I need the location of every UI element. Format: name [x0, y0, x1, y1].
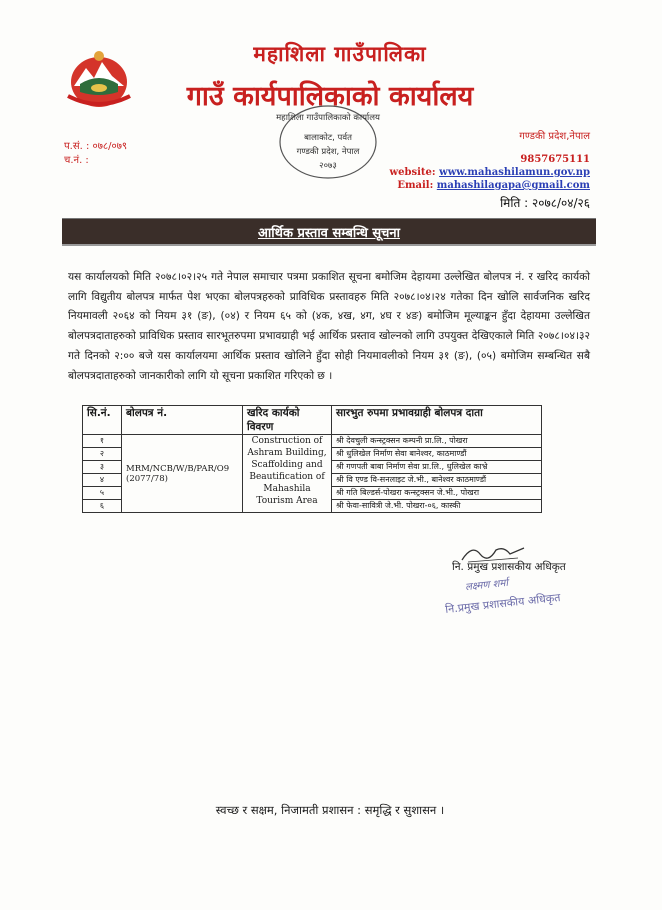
email-line: [397, 180, 590, 191]
stamp-line: बालाकोट, पर्वत: [304, 133, 352, 143]
officer-stamp-title: नि.प्रमुख प्रशासकीय अधिकृत: [444, 590, 562, 617]
header-serial: सि.नं.: [83, 406, 122, 435]
description-cell: Construction of Ashram Building, Scaffolding and Beautification of Mahashila Tourism Area: [243, 435, 332, 513]
table-header-row: [83, 406, 542, 435]
serial-cell: ४: [83, 474, 122, 487]
footer-motto: स्वच्छ र सक्षम, निजामती प्रशासन : समृद्धि र सुशासन ।: [215, 803, 445, 817]
website-line: [390, 167, 590, 178]
office-stamp: [276, 102, 380, 182]
officer-title: नि. प्रमुख प्रशासकीय अधिकृत: [452, 561, 566, 573]
website-label: website:: [389, 167, 436, 178]
bid-number-cell: MRM/NCB/W/B/PAR/O9 (2077/78): [122, 435, 243, 513]
stamp-line: गण्डकी प्रदेश, नेपाल: [296, 147, 360, 157]
website-link[interactable]: www.mahashilamun.gov.np: [439, 167, 590, 178]
bidder-cell: श्री धुलिखेल निर्माण सेवा बानेश्वर, काठमाण्डौं: [332, 448, 542, 461]
email-link[interactable]: mahashilagapa@gmail.com: [436, 180, 590, 191]
serial-cell: ३: [83, 461, 122, 474]
dispatch-number: च.नं. :: [64, 155, 89, 166]
bidder-cell: श्री फेवा-सावित्री जे.भी. पोखरा-०६, कास्की: [332, 500, 542, 513]
bidder-cell: श्री वि एण्ड वि-सनलाइट जे.भी., बानेश्वर काठमाण्डौं: [332, 474, 542, 487]
header-bid-no: बोलपत्र नं.: [122, 406, 243, 435]
table-row: [83, 435, 542, 448]
stamp-line: २०७३: [319, 161, 337, 171]
notice-date: मिति : २०७८/०४/२६: [500, 196, 590, 210]
notice-banner: [62, 218, 596, 246]
office-name: गाउँ कार्यपालिकाको कार्यालय: [186, 81, 474, 112]
province-label: गण्डकी प्रदेश,नेपाल: [519, 131, 590, 142]
municipality-name: महाशिला गाउँपालिका: [253, 42, 427, 66]
reference-number: प.सं. : ०७८/०७९: [64, 141, 128, 152]
email-label: Email:: [397, 180, 434, 191]
nepal-emblem-icon: [64, 48, 134, 110]
notice-title: आर्थिक प्रस्ताव सम्बन्धि सूचना: [257, 226, 400, 241]
serial-cell: २: [83, 448, 122, 461]
header-description: खरिद कार्यको विवरण: [243, 406, 332, 435]
stamp-line: महाशिला गाउँपालिकाको कार्यालय: [276, 113, 380, 123]
serial-cell: ५: [83, 487, 122, 500]
notice-body: यस कार्यालयको मिति २०७८।०२।२५ गते नेपाल समाचार पत्रमा प्रकाशित सूचना बमोजिम देहायमा उल्लेखित बोलपत्र नं. र खरिद कार्यको लागि विद्युतीय बोलपत्र मार्फत पेश भएका बोलपत्रहरुको प्राविधिक प्रस्तावहरु मिति २०७८।०४।२४ गतेका दिन खोलि सार्वजनिक खरिद नियमावली २०६४ को नियम ३१ (ङ), (०४) र नियम ६५ को (४क, ४ख, ४ग, ४घ र ४ङ) बमोजिम मूल्याङ्कन हुँदा देहायमा उल्लेखित बोलपत्रदाताहरुको प्राविधिक प्रस्ताव सारभूतरुपमा प्रभावग्राही भई आर्थिक प्रस्ताव खोल्नको लागि उपयुक्त देखिएकाले मिति २०७८।०४।३२ गते दिनको २:०० बजे यस कार्यालयमा आर्थिक प्रस्ताव खोलिने हुँदा सोही नियमावलीको नियम ३१ (ङ), (०५) बमोजिम सम्बन्धित सबै बोलपत्रदाताहरुको जानकारीको लागि यो सूचना प्रकाशित गरिएको छ ।: [68, 271, 590, 382]
header-bidder: सारभुत रुपमा प्रभावग्राही बोलपत्र दाता: [332, 406, 542, 435]
serial-cell: ६: [83, 500, 122, 513]
serial-cell: १: [83, 435, 122, 448]
bidder-cell: श्री गणपती बाबा निर्माण सेवा प्रा.लि., धुलिखेल काभ्रे: [332, 461, 542, 474]
phone-number: 9857675111: [520, 154, 590, 165]
bidder-cell: श्री गति बिल्डर्स-पोखरा कन्स्ट्रक्सन जे.भी., पोखरा: [332, 487, 542, 500]
bidder-table: [82, 405, 542, 513]
officer-stamp-name: लक्ष्मण शर्मा: [464, 577, 509, 594]
bidder-cell: श्री देवचुली कन्स्ट्रक्सन कम्पनी प्रा.लि., पोखरा: [332, 435, 542, 448]
